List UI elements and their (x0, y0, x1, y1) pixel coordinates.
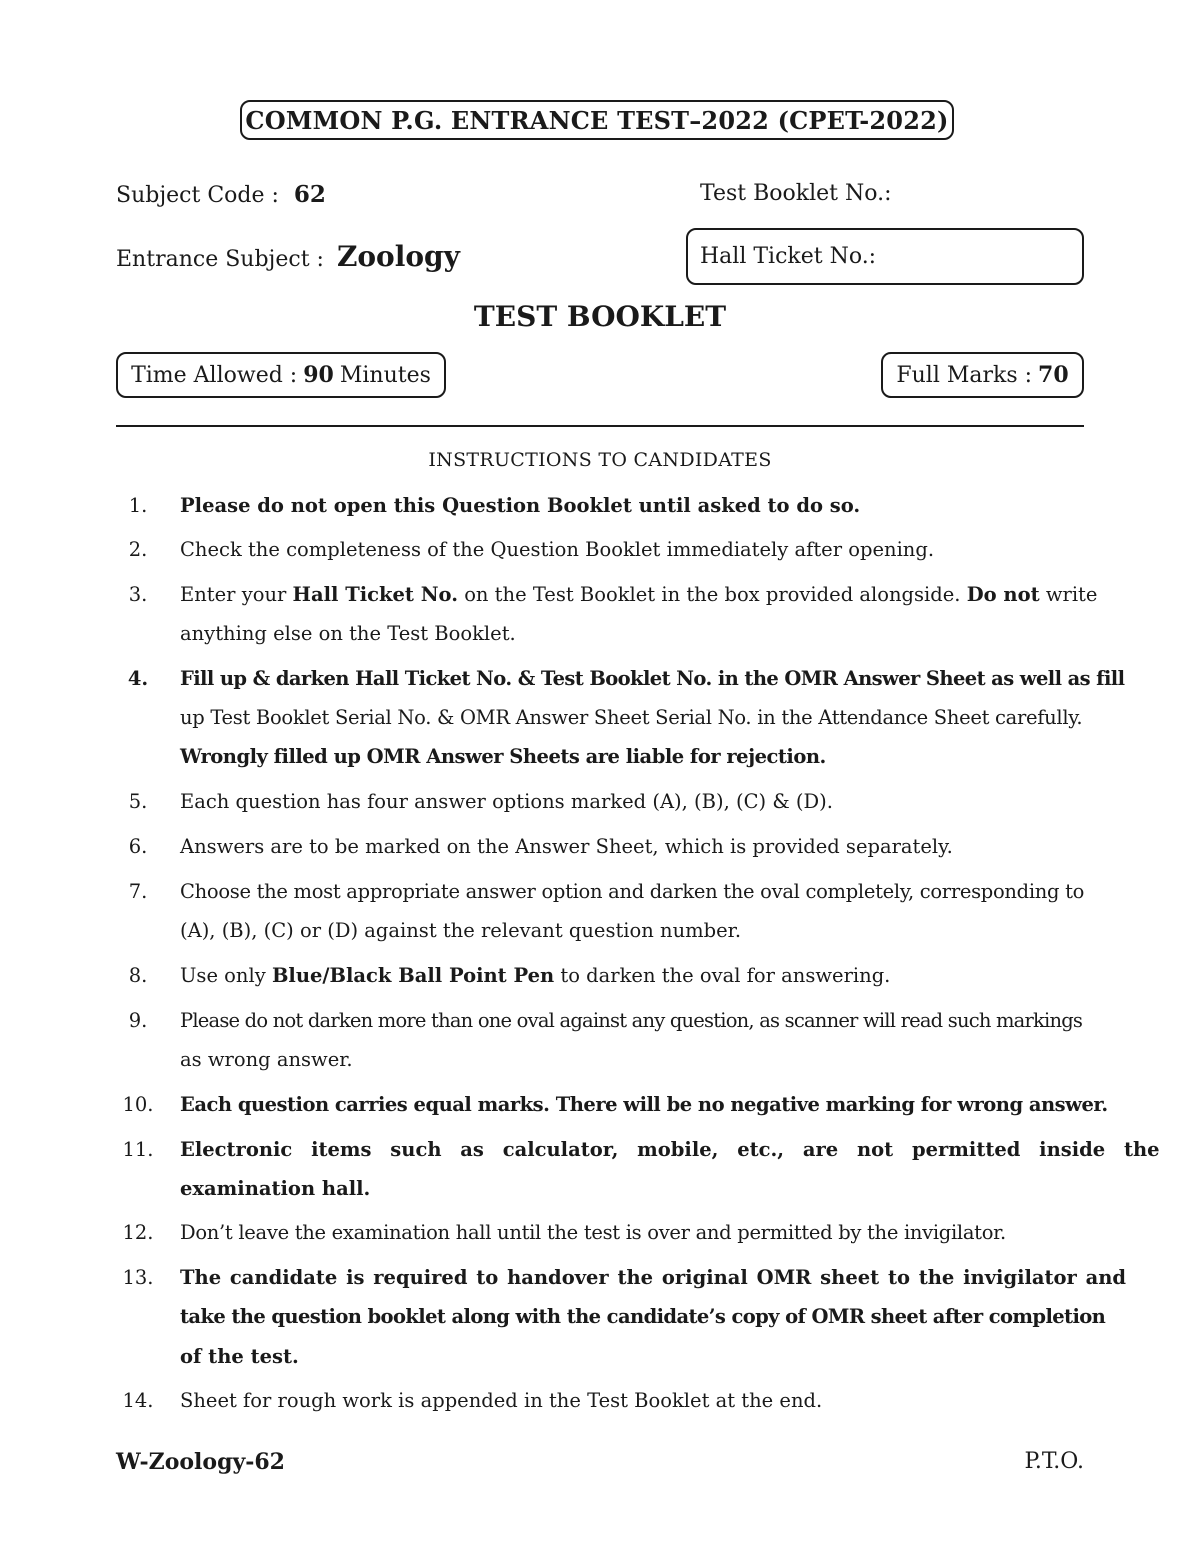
test-booklet-no-label: Test Booklet No.: (700, 181, 892, 206)
time-allowed-box (116, 352, 446, 398)
instruction-text: Each question carries equal marks. There will be no negative marking for wrong answer. (180, 1093, 1108, 1116)
instruction-text: Choose the most appropriate answer option and darken the oval completely, corresponding to (180, 880, 1085, 903)
footer-paper-code: W-Zoology-62 (116, 1449, 285, 1475)
instruction-number: 2. (128, 538, 148, 561)
instruction-text: Each question has four answer options marked (A), (B), (C) & (D). (180, 790, 833, 813)
instruction-number: 10. (122, 1093, 154, 1116)
instruction-text: Sheet for rough work is appended in the Test Booklet at the end. (180, 1389, 823, 1412)
instruction-text-continued: as wrong answer. (180, 1048, 353, 1071)
instruction-text-continued: up Test Booklet Serial No. & OMR Answer Sheet Serial No. in the Attendance Sheet carefully. (180, 706, 1083, 729)
instruction-number: 1. (128, 494, 148, 517)
instruction-number: 8. (128, 964, 148, 987)
entrance-subject-field (116, 240, 460, 273)
instruction-emphasis: Blue/Black Ball Point Pen (271, 964, 555, 987)
exam-title-box (240, 100, 954, 140)
instruction-text-continued: examination hall. (180, 1177, 371, 1200)
instruction-number: 7. (128, 880, 148, 903)
full-marks-value: 70 (1038, 362, 1069, 388)
instructions-heading: INSTRUCTIONS TO CANDIDATES (428, 449, 772, 471)
instruction-warning: Wrongly filled up OMR Answer Sheets are liable for rejection. (180, 745, 826, 768)
instruction-text: Please do not darken more than one oval against any question, as scanner will read such markings (180, 1009, 1083, 1032)
instruction-text (180, 583, 1098, 607)
instruction-text-continued: anything else on the Test Booklet. (180, 622, 516, 645)
subject-code-value: 62 (293, 181, 326, 208)
hall-ticket-label: Hall Ticket No.: (700, 244, 877, 269)
instruction-number: 5. (128, 790, 148, 813)
booklet-heading: TEST BOOKLET (473, 300, 727, 333)
instruction-number: 3. (128, 583, 148, 606)
instruction-emphasis: Hall Ticket No. (292, 583, 458, 606)
instruction-text: Electronic items such as calculator, mobile, etc., are not permitted inside the (180, 1138, 1160, 1161)
hall-ticket-box[interactable] (686, 228, 1084, 285)
instruction-text-continued: of the test. (180, 1345, 299, 1368)
instruction-text-continued: take the question booklet along with the candidate’s copy of OMR sheet after completion (180, 1305, 1106, 1328)
instruction-text: Answers are to be marked on the Answer Sheet, which is provided separately. (180, 835, 953, 858)
instruction-text: Don’t leave the examination hall until the test is over and permitted by the invigilator. (180, 1221, 1006, 1244)
subject-code-label: Subject Code : (116, 183, 279, 208)
instruction-text: Fill up & darken Hall Ticket No. & Test Booklet No. in the OMR Answer Sheet as well as fill (180, 667, 1125, 690)
instruction-text-continued: (A), (B), (C) or (D) against the relevant question number. (180, 919, 742, 942)
instruction-text (180, 964, 1072, 988)
instruction-emphasis: Do not (966, 583, 1040, 606)
instruction-text: The candidate is required to handover the original OMR sheet to the invigilator and (180, 1266, 1127, 1289)
time-allowed-value: 90 (303, 362, 334, 388)
instruction-fragment: on the Test Booklet in the box provided alongside. (464, 583, 961, 606)
instruction-fragment: Enter your (180, 583, 287, 606)
instruction-text: Check the completeness of the Question Booklet immediately after opening. (180, 538, 935, 561)
test-booklet-no-field (700, 181, 892, 206)
instruction-number: 4. (127, 667, 149, 690)
instruction-fragment: write (1045, 583, 1098, 606)
instruction-number: 11. (122, 1138, 154, 1161)
footer-pto: P.T.O. (1024, 1449, 1084, 1474)
entrance-subject-label: Entrance Subject : (116, 247, 324, 272)
instruction-number: 6. (128, 835, 148, 858)
header-divider (116, 425, 1084, 427)
entrance-subject-value: Zoology (336, 240, 460, 273)
full-marks-label: Full Marks : (896, 362, 1033, 388)
instruction-number: 9. (128, 1009, 148, 1032)
instruction-number: 12. (122, 1221, 154, 1244)
exam-title: COMMON P.G. ENTRANCE TEST–2022 (CPET-2022) (245, 105, 949, 135)
instruction-fragment: Use only (180, 964, 266, 987)
time-allowed-unit: Minutes (339, 362, 431, 388)
full-marks-box (881, 352, 1084, 398)
subject-code-field (116, 181, 326, 208)
instruction-number: 14. (122, 1389, 154, 1412)
instruction-number: 13. (122, 1266, 154, 1289)
time-allowed-label: Time Allowed : (131, 362, 298, 388)
instruction-text: Please do not open this Question Booklet until asked to do so. (180, 494, 861, 517)
instruction-fragment: to darken the oval for answering. (560, 964, 891, 987)
